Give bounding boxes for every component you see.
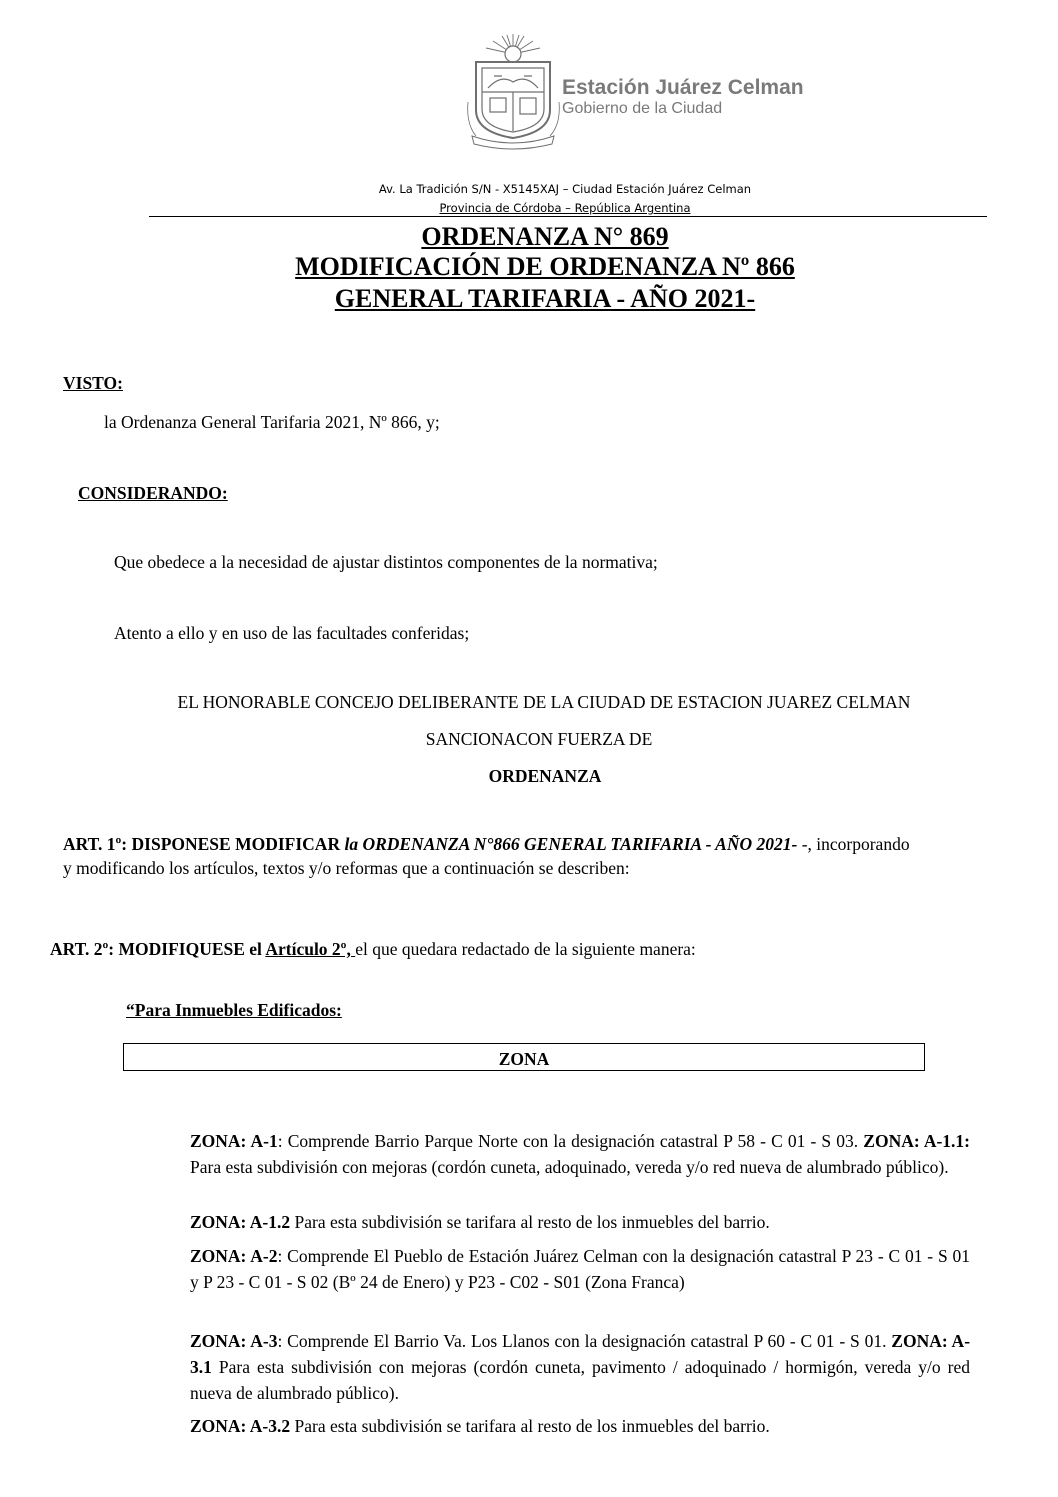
zone-label: ZONA: A-1.1: — [863, 1131, 971, 1151]
article-1-reference: la ORDENANZA N°866 GENERAL TARIFARIA - AÑO 2021- — [344, 834, 798, 854]
zone-text: Para esta subdivisión con mejoras (cordón cuneta, adoquinado, vereda y/o red nueva de alumbrado público). — [190, 1157, 949, 1177]
considerando-paragraph-2: Atento a ello y en uso de las facultades conferidas; — [114, 623, 470, 643]
zone-label: ZONA: A-2 — [190, 1246, 278, 1266]
zone-text: : Comprende El Pueblo de Estación Juárez Celman con la designación catastral P 23 - C 01 - S 01 y P 23 - C 01 - S 02 (Bº 24 de Enero) y P23 - C02 - S01 (Zona Franca) — [190, 1246, 971, 1292]
municipal-coat-of-arms-icon — [466, 32, 561, 150]
article-2-reference: Artículo 2º, — [265, 939, 356, 959]
zone-entry-a1 — [190, 1128, 970, 1180]
visto-text: la Ordenanza General Tarifaria 2021, Nº 866, y; — [104, 412, 440, 432]
visto-heading: VISTO: — [63, 373, 123, 393]
considerando-heading: CONSIDERANDO: — [78, 483, 228, 503]
sanction-statement: SANCIONACON FUERZA DE — [425, 729, 653, 749]
zone-text: : Comprende El Barrio Va. Los Llanos con la designación catastral P 60 - C 01 - S 01. — [277, 1331, 892, 1351]
zone-text: : Comprende Barrio Parque Norte con la designación catastral P 58 - C 01 - S 03. — [277, 1131, 864, 1151]
inmuebles-heading: “Para Inmuebles Edificados: — [126, 1000, 342, 1020]
brand-name: Estación Juárez Celman — [562, 76, 804, 99]
article-1-line-1 — [63, 834, 910, 855]
article-1-line-2: y modificando los artículos, textos y/o reformas que a continuación se describen: — [63, 858, 630, 878]
address-line-2: Provincia de Córdoba – República Argentina — [439, 201, 691, 215]
zone-entry-a2 — [190, 1243, 970, 1295]
zona-header-box: ZONA — [123, 1043, 925, 1071]
council-statement: EL HONORABLE CONCEJO DELIBERANTE DE LA CIUDAD DE ESTACION JUAREZ CELMAN — [177, 692, 911, 712]
ordinance-subtitle-1: MODIFICACIÓN DE ORDENANZA Nº 866 — [295, 252, 795, 281]
zone-text: Para esta subdivisión se tarifara al resto de los inmuebles del barrio. — [290, 1416, 770, 1436]
zone-label: ZONA: A-1 — [190, 1131, 278, 1151]
zone-entry-a3 — [190, 1328, 970, 1406]
zone-text: Para esta subdivisión se tarifara al resto de los inmuebles del barrio. — [290, 1212, 770, 1232]
ordinance-title: ORDENANZA N° 869 — [421, 222, 669, 251]
considerando-paragraph-1: Que obedece a la necesidad de ajustar distintos componentes de la normativa; — [114, 552, 658, 572]
ordinance-subtitle-2: GENERAL TARIFARIA - AÑO 2021- — [334, 284, 756, 313]
article-2-label: ART. 2º: MODIFIQUESE el — [50, 939, 266, 959]
zone-label: ZONA: A-3.2 — [190, 1416, 291, 1436]
ordenanza-label: ORDENANZA — [488, 766, 602, 786]
article-1-text: -, incorporando — [797, 834, 910, 854]
article-1-label: ART. 1º: DISPONESE MODIFICAR — [63, 834, 345, 854]
article-2-line — [50, 939, 696, 960]
zone-label: ZONA: A-3.1 — [190, 1331, 971, 1377]
header-divider — [149, 216, 987, 217]
zone-entry-a12 — [190, 1209, 970, 1235]
article-2-text: el que quedara redactado de la siguiente manera: — [355, 939, 696, 959]
brand-subtitle: Gobierno de la Ciudad — [562, 100, 723, 117]
zone-entry-a32 — [190, 1413, 970, 1439]
zone-label: ZONA: A-1.2 — [190, 1212, 291, 1232]
zone-text: Para esta subdivisión con mejoras (cordón cuneta, pavimento / adoquinado / hormigón, vereda y/o red nueva de alumbrado público). — [190, 1357, 970, 1403]
zone-label: ZONA: A-3 — [190, 1331, 278, 1351]
address-line-1: Av. La Tradición S/N - X5145XAJ – Ciudad Estación Juárez Celman — [378, 182, 752, 196]
